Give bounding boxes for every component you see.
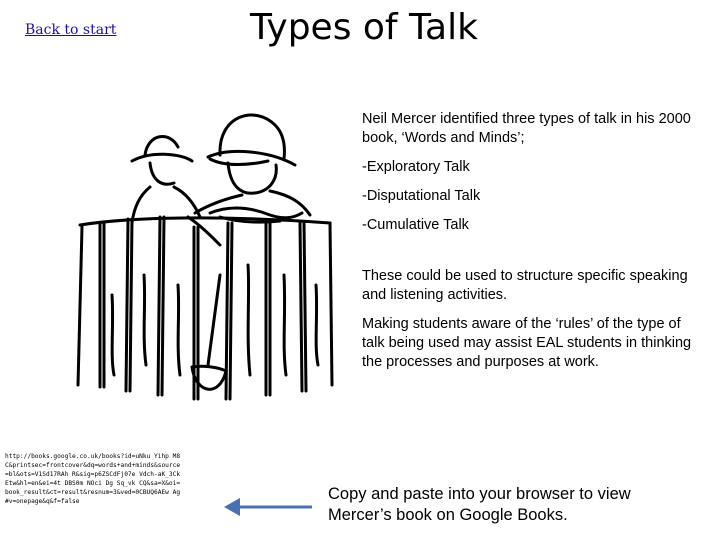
- google-books-url[interactable]: http://books.google.co.uk/books?id=uNku Yihp M8 C&printsec=frontcover&dq=words+and+minds&source=bl&ots=V1Sd17RAh R&sig=p6ZSCdFj07e Vdch-aK_3CkEtw&hl=en&ei=4t DBS0m NOci Dg Sq_vk CQ&sa=X&oi=book_result&ct=result&resnum=3&ved=0CBUQ6AEw Ag#v=onepage&q&f=false: [5, 453, 181, 505]
- talk-type-cumulative: -Cumulative Talk: [362, 217, 469, 233]
- talk-type-exploratory: -Exploratory Talk: [362, 159, 470, 175]
- slide-title: Types of Talk: [250, 7, 478, 48]
- rules-paragraph: Making students aware of the ‘rules’ of the type of talk being used may assist EAL students in thinking the processes and purposes at work.: [362, 316, 692, 370]
- copy-instruction: Copy and paste into your browser to view Mercer’s book on Google Books.: [328, 485, 631, 524]
- structure-paragraph: These could be used to structure specific speaking and listening activities.: [362, 268, 688, 303]
- fence-conversation-illustration: [70, 95, 340, 415]
- intro-paragraph: Neil Mercer identified three types of talk in his 2000 book, ‘Words and Minds’;: [362, 111, 691, 146]
- left-arrow-icon: [222, 496, 314, 518]
- body-text: [362, 110, 702, 372]
- talk-type-disputational: -Disputational Talk: [362, 188, 481, 204]
- back-to-start-link[interactable]: Back to start: [25, 22, 117, 38]
